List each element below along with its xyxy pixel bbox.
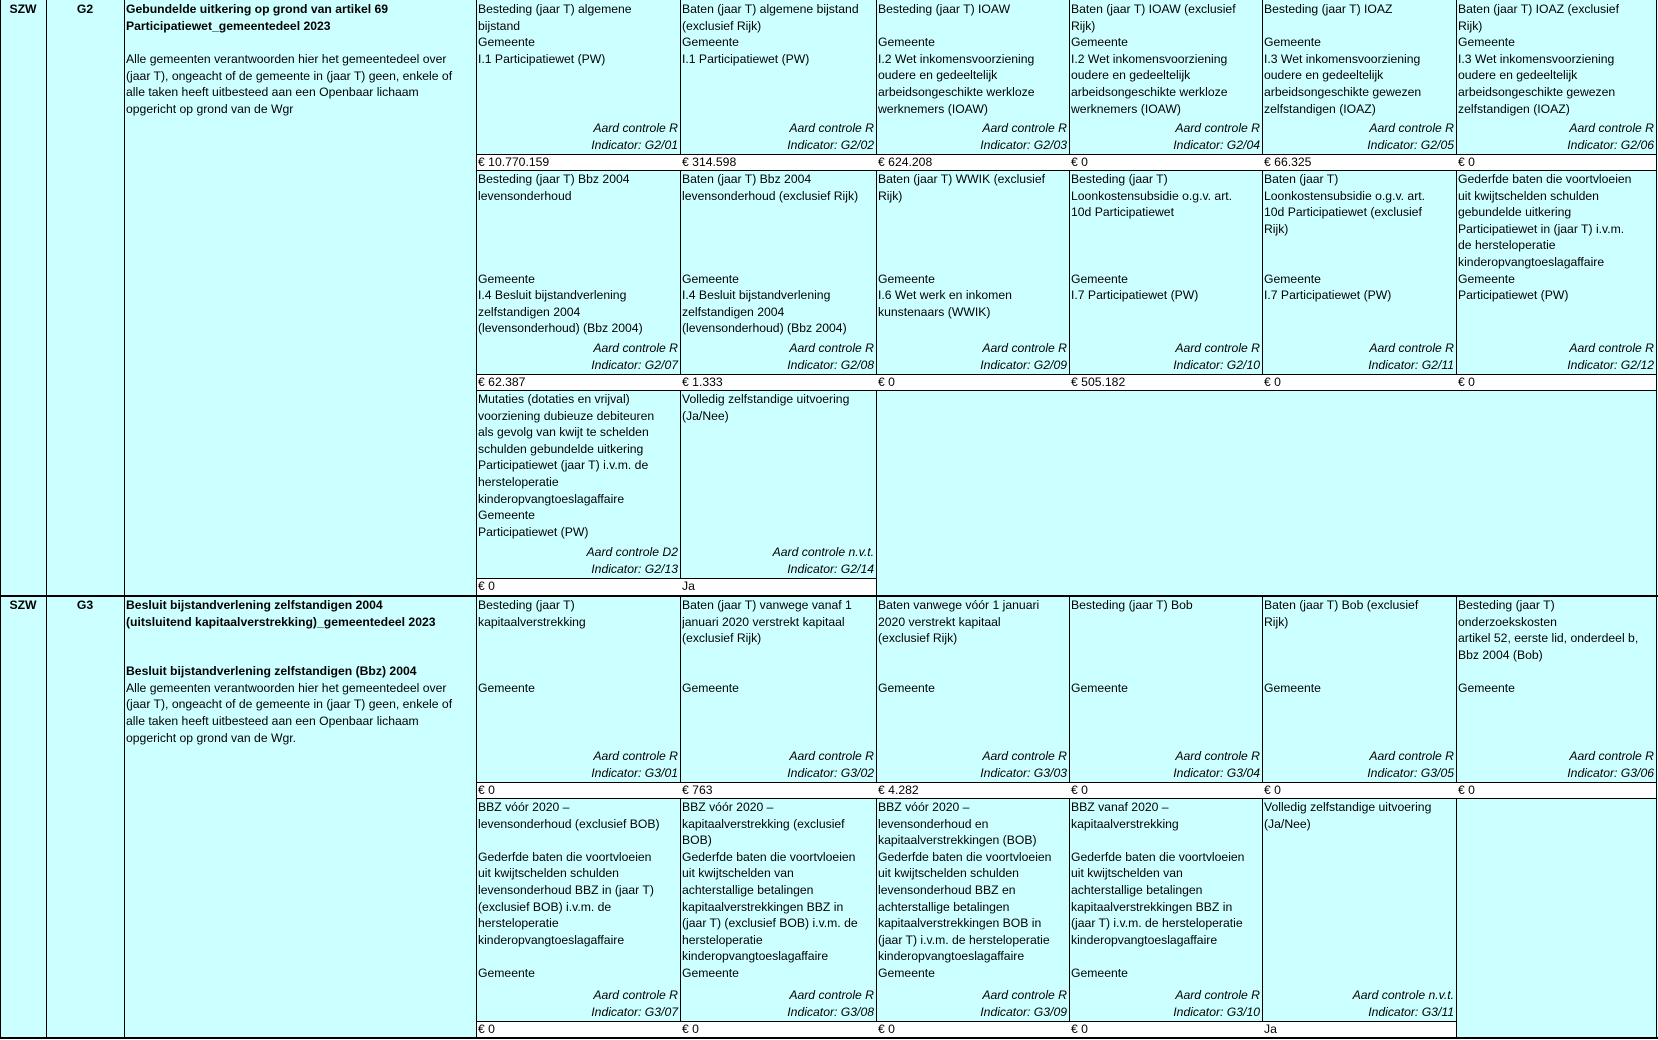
cell-label: Besteding (jaar T) onderzoekskosten artikel 52, eerste lid, onderdeel b, Bbz 2004 (Bob) Gemeente: [1458, 598, 1639, 695]
section-subtitle: Besluit bijstandverlening zelfstandigen (Bbz) 2004: [126, 664, 417, 679]
value-border: [1456, 154, 1657, 155]
value-border: [1262, 154, 1457, 155]
cell-value[interactable]: Ja: [682, 579, 695, 593]
column-divider: [1262, 596, 1263, 798]
aard-controle: Aard controle R: [789, 341, 874, 355]
value-border: [876, 1021, 1070, 1022]
column-divider: [680, 596, 681, 798]
indicator-code: Indicator: G2/13: [591, 562, 678, 576]
indicator-code: Indicator: G2/07: [591, 358, 678, 372]
column-divider: [124, 0, 125, 596]
title-line-1: Besluit bijstandverlening zelfstandigen 2004: [126, 598, 383, 612]
indicator-code: Indicator: G3/02: [787, 766, 874, 780]
column-divider: [876, 596, 877, 798]
section-divider: [0, 1037, 1658, 1039]
aard-controle: Aard controle R: [982, 988, 1067, 1002]
value-border: [476, 782, 681, 783]
value-border: [1069, 374, 1263, 375]
column-divider: [46, 0, 47, 596]
column-divider: [1069, 798, 1070, 1037]
column-divider: [124, 596, 125, 1038]
cell-label: Baten (jaar T) IOAZ (exclusief Rijk) Gemeente I.3 Wet inkomensvoorziening oudere en gedeeltelijk arbeidsongeschikte gewezen zelfstandigen (IOAZ): [1458, 2, 1619, 116]
cell-value[interactable]: € 0: [878, 375, 895, 389]
ministry-code: SZW: [9, 598, 37, 612]
cell-label: Baten (jaar T) IOAW (exclusief Rijk) Gemeente I.2 Wet inkomensvoorziening oudere en gedeeltelijk arbeidsongeschikte werkloze werknemers (IOAW): [1071, 2, 1236, 116]
indicator-code: Indicator: G3/08: [787, 1005, 874, 1019]
sheet-border: [0, 0, 1, 1038]
indicator-code: Indicator: G3/03: [980, 766, 1067, 780]
aard-controle: Aard controle n.v.t.: [1352, 988, 1454, 1002]
cell-value[interactable]: € 62.387: [478, 375, 526, 389]
aard-controle: Aard controle R: [1175, 121, 1260, 135]
value-border: [476, 1021, 681, 1022]
indicator-code: Indicator: G3/11: [1368, 1005, 1454, 1019]
value-border: [1069, 1021, 1263, 1022]
indicator-code: Indicator: G3/04: [1173, 766, 1260, 780]
aard-controle: Aard controle R: [1569, 121, 1654, 135]
cell-label: Baten (jaar T) algemene bijstand (exclusief Rijk) Gemeente I.1 Participatiewet (PW): [682, 2, 859, 66]
cell-value[interactable]: € 4.282: [878, 783, 919, 797]
sheet-border: [1656, 0, 1657, 1038]
indicator-code: Indicator: G3/07: [591, 1005, 678, 1019]
aard-controle: Aard controle R: [982, 341, 1067, 355]
cell-label: Besteding (jaar T) IOAW Gemeente I.2 Wet inkomensvoorziening oudere en gedeeltelijk arbeidsongeschikte werkloze werknemers (IOAW): [878, 2, 1035, 116]
cell-label: Baten vanwege vóór 1 januari 2020 verstrekt kapitaal (exclusief Rijk) Gemeente: [878, 598, 1040, 695]
aard-controle: Aard controle R: [1175, 749, 1260, 763]
cell-value[interactable]: € 0: [1071, 783, 1088, 797]
column-divider: [476, 596, 477, 1038]
regulation-description: [126, 1, 472, 593]
column-divider: [680, 390, 681, 595]
value-border: [476, 578, 681, 579]
cell-value[interactable]: € 505.182: [1071, 375, 1126, 389]
value-border: [876, 390, 1070, 391]
cell-label: Besteding (jaar T) Loonkostensubsidie o.g.v. art. 10d Participatiewet Gemeente I.7 Participatiewet (PW): [1071, 172, 1233, 303]
value-border: [1456, 782, 1657, 783]
regulation-description: [126, 597, 472, 1035]
value-border: [1069, 154, 1263, 155]
title-line-2: (uitsluitend kapitaalverstrekking)_gemeentedeel 2023: [126, 614, 436, 629]
regulation-code: G3: [76, 598, 94, 612]
cell-label: BBZ vóór 2020 – levensonderhoud en kapitaalverstrekkingen (BOB) Gederfde baten die voortvloeien uit kwijtschelden schulden levensonderhoud BBZ en achterstallige betalingen kapitaalverstrekkingen BOB in (jaar T) i.v.m. de hersteloperatie kinderopvangtoeslagaffaire Gemeente: [878, 800, 1052, 980]
indicator-code: Indicator: G3/10: [1173, 1005, 1260, 1019]
value-border: [876, 782, 1070, 783]
cell-label: BBZ vanaf 2020 – kapitaalverstrekking Gederfde baten die voortvloeien uit kwijtschelden van achterstallige betalingen kapitaalverstrekkingen BBZ in (jaar T) i.v.m. de hersteloperatie kinderopvangtoeslagaffaire Gemeente: [1071, 800, 1245, 980]
cell-label: Besteding (jaar T) Bbz 2004 levensonderhoud Gemeente I.4 Besluit bijstandverlening zelfstandigen 2004 (levensonderhoud) (Bbz 2004): [478, 172, 643, 336]
value-border: [1262, 1021, 1457, 1022]
column-divider: [680, 170, 681, 390]
cell-label: Baten (jaar T) vanwege vanaf 1 januari 2020 verstrekt kapitaal (exclusief Rijk) Gemeente: [682, 598, 852, 695]
aard-controle: Aard controle R: [1369, 749, 1454, 763]
cell-value[interactable]: Ja: [1264, 1022, 1277, 1036]
column-divider: [476, 0, 477, 596]
indicator-code: Indicator: G2/11: [1368, 358, 1454, 372]
cell-value[interactable]: € 763: [682, 783, 713, 797]
aard-controle: Aard controle R: [593, 341, 678, 355]
value-border: [1262, 374, 1457, 375]
column-divider: [1262, 798, 1263, 1037]
column-divider: [876, 390, 877, 595]
cell-value[interactable]: € 0: [1264, 375, 1281, 389]
value-border: [1069, 782, 1263, 783]
cell-value[interactable]: € 0: [682, 1022, 699, 1036]
aard-controle: Aard controle R: [789, 988, 874, 1002]
aard-controle: Aard controle R: [1369, 121, 1454, 135]
value-border: [1262, 782, 1457, 783]
indicator-code: Indicator: G2/01: [591, 138, 678, 152]
indicator-code: Indicator: G3/01: [591, 766, 678, 780]
value-border: [680, 578, 877, 579]
aard-controle: Aard controle R: [1175, 341, 1260, 355]
cell-value[interactable]: € 0: [478, 1022, 495, 1036]
value-border: [1069, 390, 1263, 391]
column-divider: [46, 596, 47, 1038]
column-divider: [1456, 596, 1457, 798]
aard-controle: Aard controle R: [789, 749, 874, 763]
indicator-code: Indicator: G2/10: [1173, 358, 1260, 372]
cell-value[interactable]: € 0: [1458, 783, 1475, 797]
indicator-code: Indicator: G2/03: [980, 138, 1067, 152]
cell-label: Besteding (jaar T) algemene bijstand Gemeente I.1 Participatiewet (PW): [478, 2, 632, 66]
indicator-code: Indicator: G2/02: [787, 138, 874, 152]
cell-value[interactable]: € 0: [878, 1022, 895, 1036]
column-divider: [876, 170, 877, 390]
cell-label: Volledig zelfstandige uitvoering (Ja/Nee): [682, 392, 850, 423]
cell-value[interactable]: € 0: [478, 579, 495, 593]
column-divider: [680, 0, 681, 170]
aard-controle: Aard controle R: [1569, 749, 1654, 763]
cell-label: Besteding (jaar T) Bob Gemeente: [1071, 598, 1193, 695]
aard-controle: Aard controle R: [1175, 988, 1260, 1002]
cell-label: Baten (jaar T) WWIK (exclusief Rijk) Gemeente I.6 Wet werk en inkomen kunstenaars (WWIK): [878, 172, 1046, 319]
value-border: [876, 374, 1070, 375]
cell-label: Baten (jaar T) Bbz 2004 levensonderhoud (exclusief Rijk) Gemeente I.4 Besluit bijstandverlening zelfstandigen 2004 (levensonderhoud) (Bbz 2004): [682, 172, 859, 336]
value-border: [1456, 798, 1657, 799]
value-border: [680, 374, 877, 375]
column-divider: [1262, 170, 1263, 390]
indicator-code: Indicator: G3/05: [1367, 766, 1454, 780]
column-divider: [1069, 596, 1070, 798]
cell-label: Besteding (jaar T) IOAZ Gemeente I.3 Wet inkomensvoorziening oudere en gedeeltelijk arbeidsongeschikte gewezen zelfstandigen (IOAZ): [1264, 2, 1422, 116]
value-border: [876, 154, 1070, 155]
indicator-code: Indicator: G3/09: [980, 1005, 1067, 1019]
aard-controle: Aard controle R: [593, 988, 678, 1002]
title-line-2: Participatiewet_gemeentedeel 2023: [126, 18, 331, 33]
column-divider: [1456, 0, 1457, 170]
cell-value[interactable]: € 0: [1458, 375, 1475, 389]
cell-label: Volledig zelfstandige uitvoering (Ja/Nee): [1264, 800, 1432, 831]
value-border: [680, 782, 877, 783]
aard-controle: Aard controle R: [789, 121, 874, 135]
section-description: Alle gemeenten verantwoorden hier het gemeentedeel over (jaar T), ongeacht of de gemeente in (jaar T) geen, enkele of alle taken heeft uitbesteed aan een Openbaar lichaam opgericht op grond van de Wgr: [126, 52, 453, 116]
indicator-code: Indicator: G2/05: [1367, 138, 1454, 152]
cell-label: Baten (jaar T) Bob (exclusief Rijk) Gemeente: [1264, 598, 1419, 695]
column-divider: [1456, 170, 1457, 390]
indicator-code: Indicator: G2/04: [1173, 138, 1260, 152]
value-border: [680, 154, 877, 155]
cell-value[interactable]: € 66.325: [1264, 155, 1312, 169]
section-description: Alle gemeenten verantwoorden hier het gemeentedeel over (jaar T), ongeacht of de gemeente in (jaar T) geen, enkele of alle taken heeft uitbesteed aan een Openbaar lichaam opgericht op grond van de Wgr.: [126, 680, 453, 745]
column-divider: [876, 798, 877, 1037]
aard-controle: Aard controle R: [982, 749, 1067, 763]
cell-label: Baten (jaar T) Loonkostensubsidie o.g.v. art. 10d Participatiewet (exclusief Rijk) Gemeente I.7 Participatiewet (PW): [1264, 172, 1426, 303]
value-border: [680, 1021, 877, 1022]
aard-controle: Aard controle R: [1369, 341, 1454, 355]
column-divider: [1262, 0, 1263, 170]
aard-controle: Aard controle R: [1569, 341, 1654, 355]
title-line-1: Gebundelde uitkering op grond van artikel 69: [126, 2, 389, 16]
cell-value[interactable]: € 1.333: [682, 375, 723, 389]
cell-value[interactable]: € 0: [1071, 1022, 1088, 1036]
value-border: [1262, 390, 1457, 391]
cell-value[interactable]: € 314.598: [682, 155, 737, 169]
column-divider: [1069, 0, 1070, 170]
indicator-code: Indicator: G2/12: [1567, 358, 1654, 372]
aard-controle: Aard controle R: [982, 121, 1067, 135]
cell-label: BBZ vóór 2020 – kapitaalverstrekking (exclusief BOB) Gederfde baten die voortvloeien uit kwijtschelden van achterstallige betalingen kapitaalverstrekkingen BBZ in (jaar T) (exclusief BOB) i.v.m. de hersteloperatie kinderopvangtoeslagaffaire Gemeente: [682, 800, 858, 980]
cell-label: Besteding (jaar T) kapitaalverstrekking Gemeente: [478, 598, 586, 695]
cell-value[interactable]: € 0: [1071, 155, 1088, 169]
aard-controle: Aard controle R: [593, 749, 678, 763]
indicator-code: Indicator: G2/09: [980, 358, 1067, 372]
aard-controle: Aard controle D2: [586, 545, 678, 559]
column-divider: [680, 798, 681, 1037]
value-border: [476, 154, 681, 155]
cell-value[interactable]: € 0: [478, 783, 495, 797]
regulation-code: G2: [76, 2, 94, 16]
cell-value[interactable]: € 624.208: [878, 155, 933, 169]
value-border: [1456, 374, 1657, 375]
cell-label: Mutaties (dotaties en vrijval) voorziening dubieuze debiteuren als gevolg van kwijt te schelden schulden gebundelde uitkering Participatiewet (jaar T) i.v.m. de hersteloperatie kinderopvangtoeslagaffaire Gemeente Participatiewet (PW): [478, 392, 655, 539]
aard-controle: Aard controle n.v.t.: [772, 545, 874, 559]
indicator-code: Indicator: G2/08: [787, 358, 874, 372]
cell-value[interactable]: € 0: [1264, 783, 1281, 797]
cell-label: BBZ vóór 2020 – levensonderhoud (exclusief BOB) Gederfde baten die voortvloeien uit kwijtschelden schulden levensonderhoud BBZ in (jaar T) (exclusief BOB) i.v.m. de hersteloperatie kinderopvangtoeslagaffaire Gemeente: [478, 800, 660, 980]
column-divider: [1069, 170, 1070, 390]
value-border: [476, 374, 681, 375]
value-border: [1456, 390, 1657, 391]
cell-value[interactable]: € 10.770.159: [478, 155, 550, 169]
cell-value[interactable]: € 0: [1458, 155, 1475, 169]
cell-label: Gederfde baten die voortvloeien uit kwijtschelden schulden gebundelde uitkering Participatiewet in (jaar T) i.v.m. de hersteloperatie kinderopvangtoeslagaffaire Gemeente Participatiewet (PW): [1458, 172, 1632, 303]
ministry-code: SZW: [9, 2, 37, 16]
indicator-code: Indicator: G3/06: [1567, 766, 1654, 780]
indicator-code: Indicator: G2/06: [1567, 138, 1654, 152]
aard-controle: Aard controle R: [593, 121, 678, 135]
indicator-code: Indicator: G2/14: [787, 562, 874, 576]
column-divider: [876, 0, 877, 170]
column-divider: [1456, 798, 1457, 1037]
